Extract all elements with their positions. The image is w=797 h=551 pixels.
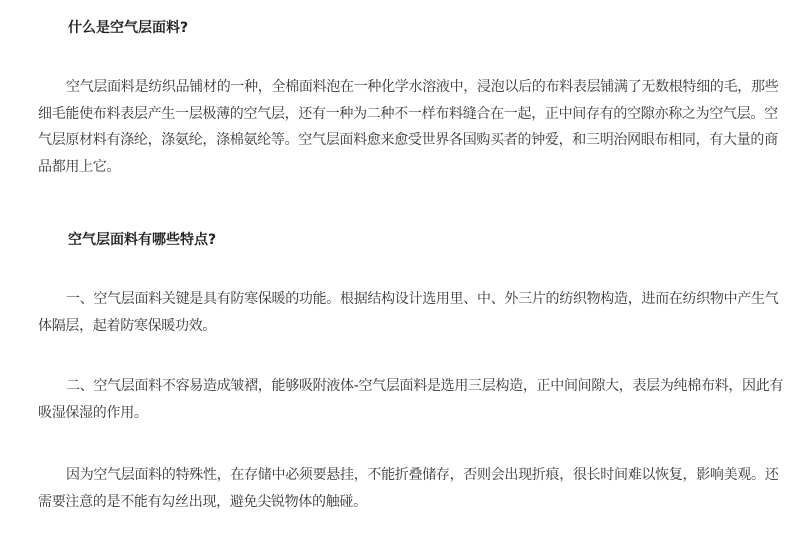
paragraph-feature-warmth: 一、空气层面料关键是具有防寒保暖的功能。根据结构设计选用里、中、外三片的纺织物构造，进而在纺织物中产生气体隔层，起着防寒保暖功效。	[38, 291, 779, 334]
paragraph-feature-wrinkle: 二、空气层面料不容易造成皱褶，能够吸附液体-空气层面料是选用三层构造，正中间间隙大，表层为纯棉布料，因此有吸湿保湿的作用。	[38, 378, 784, 421]
paragraph-definition: 空气层面料是纺织品铺材的一种，全棉面料泡在一种化学水溶液中，浸泡以后的布料表层铺满了无数根特细的毛，那些细毛能使布料表层产生一层极薄的空气层，还有一种为二种不一样布料缝合在一起，正中间存有的空隙亦称之为空气层。空气层原材料有涤纶，涤氨纶，涤棉氨纶等。空气层面料愈来愈受世界各国购买者的钟爱，和三明治网眼布相同，有大量的商品都用上它。	[38, 79, 779, 175]
paragraph-storage-note: 因为空气层面料的特殊性，在存储中必须要悬挂，不能折叠储存，否则会出现折痕，很长时间难以恢复，影响美观。还需要注意的是不能有勾丝出现，避免尖锐物体的触碰。	[38, 467, 779, 510]
section-heading-what-is: 什么是空气层面料?	[68, 20, 189, 36]
section-heading-features: 空气层面料有哪些特点?	[68, 232, 217, 248]
